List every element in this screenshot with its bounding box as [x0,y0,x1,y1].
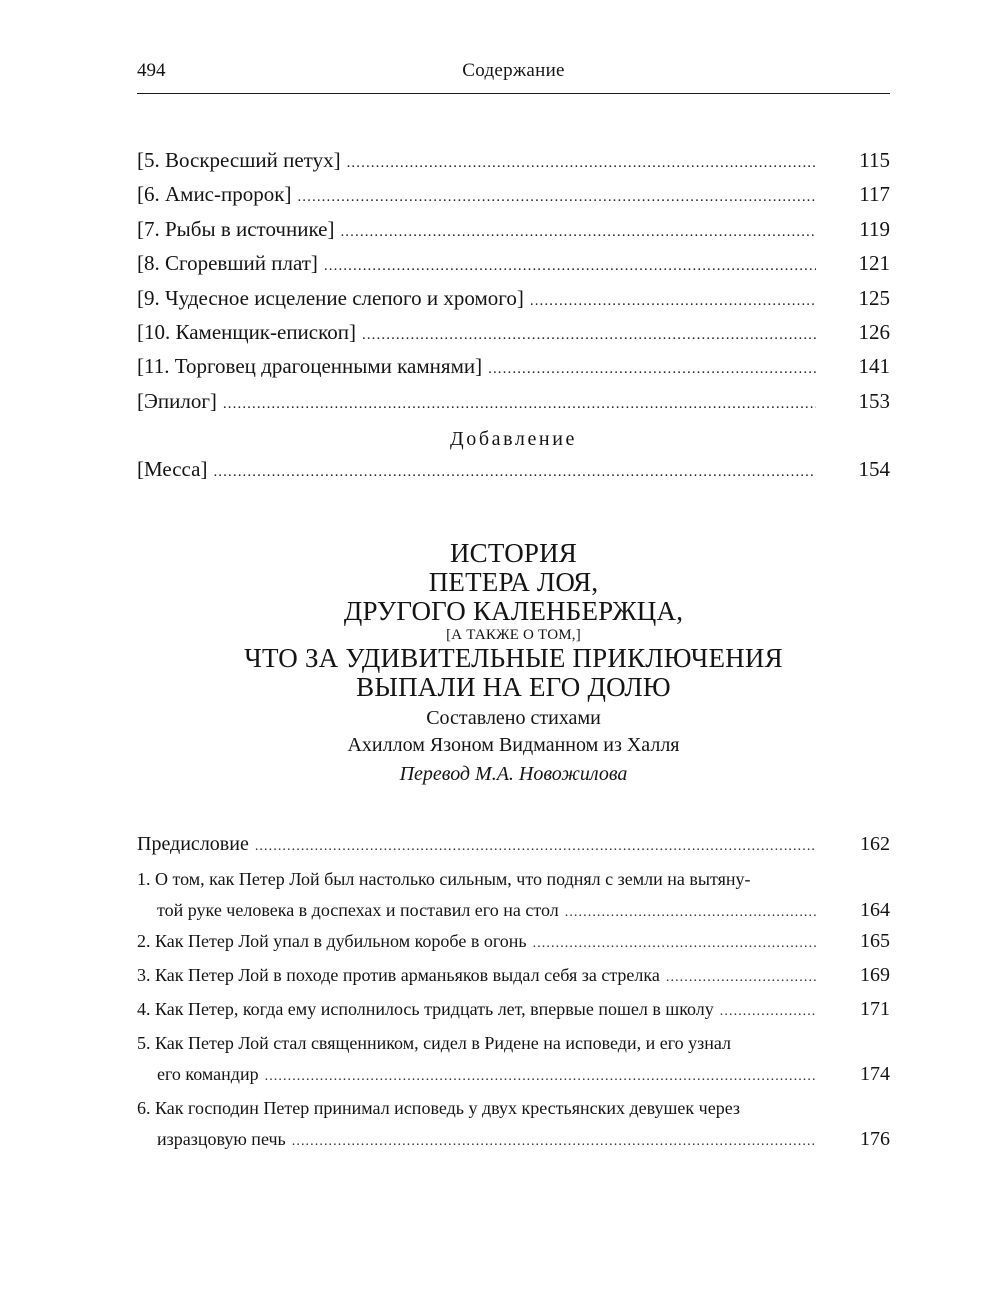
toc-entry-page: 169 [860,964,890,986]
toc-entry-page: 119 [859,216,890,241]
toc-entry [137,828,890,860]
leader-dots [265,1062,816,1092]
appendix-heading: Добавление [449,428,577,450]
running-title: Содержание [462,60,565,81]
toc-entry-page: 176 [860,1128,890,1150]
toc-entry-title: [8. Сгоревший плат] [137,251,318,276]
leader-dots [362,318,816,352]
page-number: 494 [137,60,166,81]
toc-entry-title: [7. Рыбы в источнике] [137,216,335,241]
leader-dots [255,831,816,863]
leader-dots [324,249,816,283]
toc-top-list [137,143,890,418]
toc-entry [137,384,890,418]
toc-entry-title: 3. Как Петер Лой в походе против арманьяков выдал себя за стрелка [137,965,660,985]
toc-entry-page: 171 [860,998,890,1020]
leader-dots [340,215,816,249]
toc-entry-page: 117 [859,182,890,207]
toc-entry [137,452,890,486]
toc-entry-title-cont: той руке человека в доспехах и поставил его на стол [157,900,559,920]
toc-entry-title: Предисловие [137,833,249,855]
toc-entry [137,1092,890,1154]
toc-entry-title: [6. Амис-пророк] [137,182,292,207]
leader-dots [347,146,816,180]
toc-bottom-list [137,828,890,860]
toc-entry-page: 164 [860,899,890,921]
toc-entry-continuation [137,1124,890,1154]
work-title-block [137,539,890,789]
toc-entry-page: 115 [859,148,890,172]
toc-entry-page: 121 [858,251,890,276]
leader-dots [223,387,816,421]
toc-entry-title: [Эпилог] [137,388,217,413]
toc-entry-continuation [137,894,890,926]
toc-entry-title-cont: изразцовую печь [157,1129,286,1149]
work-title-line: ДРУГОГО КАЛЕНБЕРЖЦА, [343,596,684,626]
toc-entry-page: 165 [860,930,890,952]
running-header [137,58,890,94]
toc-entry [137,177,890,211]
work-title-line: ИСТОРИЯ [449,538,578,568]
toc-entry-title: [9. Чудесное исцеление слепого и хромого] [137,285,524,310]
toc-entry-page: 162 [860,833,890,855]
leader-dots [292,1127,816,1157]
toc-entry-title: 4. Как Петер, когда ему исполнилось тридцать лет, впервые пошел в школу [137,999,714,1019]
toc-entry-row [137,993,890,1025]
toc-entry [137,281,890,315]
leader-dots [213,455,816,489]
appendix-list [137,452,890,486]
leader-dots [488,352,816,386]
toc-entry-page: 154 [858,457,890,481]
toc-entry [137,993,890,1025]
toc-entry-row [137,925,890,957]
leader-dots [297,180,816,214]
toc-entry-title: [Месса] [137,457,208,481]
toc-entry-page: 174 [860,1063,890,1085]
header-rule [137,93,890,94]
leader-dots [533,928,816,960]
leader-dots [720,996,816,1028]
toc-entry-title-cont: его командир [157,1064,259,1084]
toc-entry [137,959,890,991]
toc-entry [137,143,890,177]
toc-entry-title: 1. О том, как Петер Лой был настолько сильным, что поднял с земли на вытяну- [137,869,751,889]
toc-entry-title: [5. Воскресший петух] [137,148,341,172]
toc-entry [137,315,890,349]
toc-entry-page: 141 [858,354,890,379]
toc-entry-title: [10. Каменщик-епископ] [137,319,356,344]
toc-entry-row [137,959,890,991]
toc-entry-page: 125 [858,285,890,310]
work-title-line: ЧТО ЗА УДИВИТЕЛЬНЫЕ ПРИКЛЮЧЕНИЯ [244,643,783,673]
toc-entry-page: 153 [858,388,890,413]
toc-entry-title: 5. Как Петер Лой стал священником, сидел в Ридене на исповеди, и его узнал [137,1033,732,1053]
toc-entry-title: [11. Торговец драгоценными камнями] [137,354,483,379]
toc-entry-page: 126 [858,319,890,344]
work-author: Ахиллом Язоном Видманном из Халля [347,734,680,756]
toc-entry [137,1027,890,1089]
toc-entry [137,864,890,926]
work-subtitle: Составлено стихами [426,707,601,729]
leader-dots [666,962,816,994]
work-title-line: ПЕТЕРА ЛОЯ, [428,567,599,597]
toc-entry-title: 6. Как господин Петер принимал исповедь у двух крестьянских девушек через [137,1098,741,1118]
toc-entry [137,349,890,383]
work-translator: Перевод М.А. Новожилова [399,763,628,785]
toc-entry [137,212,890,246]
leader-dots [530,284,816,318]
toc-entry [137,246,890,280]
work-title-line: ВЫПАЛИ НА ЕГО ДОЛЮ [356,672,671,702]
toc-entry-continuation [137,1059,890,1089]
work-title-small-line: [А ТАКЖЕ О ТОМ,] [446,627,581,643]
toc-entry-title: 2. Как Петер Лой упал в дубильном коробе в огонь [137,931,527,951]
toc-entry [137,925,890,957]
